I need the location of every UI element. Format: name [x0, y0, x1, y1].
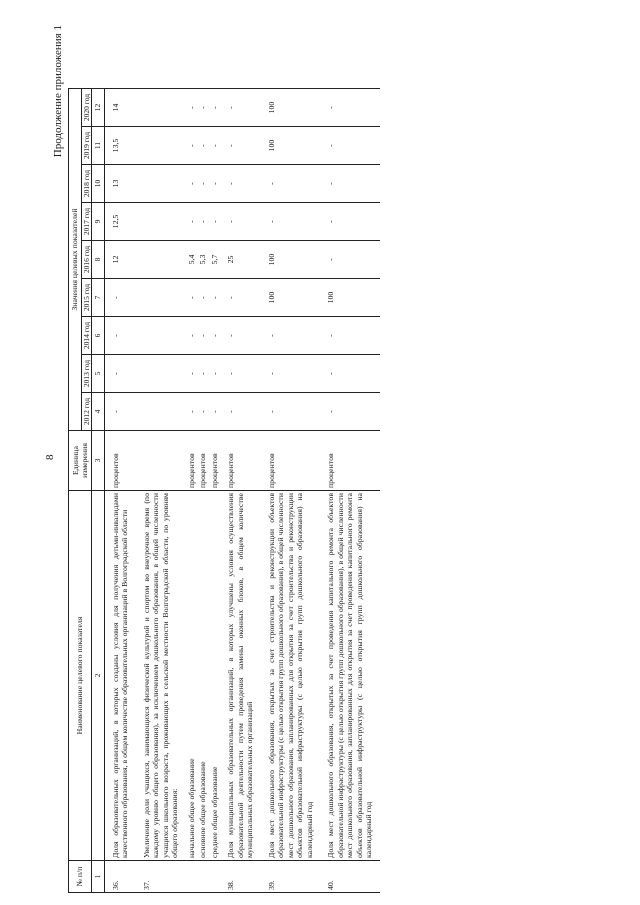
value-cell: 14	[104, 89, 136, 127]
value-cell: -	[186, 317, 198, 355]
value-cell: -	[197, 355, 209, 393]
value-cell: -	[320, 355, 380, 393]
value-cell: -	[220, 127, 261, 165]
value-cell	[136, 279, 186, 317]
value-cell: -	[220, 203, 261, 241]
indicator-unit: процентов	[197, 431, 209, 491]
value-cell: -	[197, 279, 209, 317]
row-number: 37.	[136, 861, 186, 893]
value-cell: 100	[261, 89, 321, 127]
header-unit: Единица измерения	[69, 431, 92, 491]
value-cell	[136, 127, 186, 165]
value-cell: -	[186, 393, 198, 431]
value-cell: -	[220, 165, 261, 203]
value-cell: -	[320, 89, 380, 127]
header-year: 2016 год	[81, 241, 92, 279]
value-cell: 12,5	[104, 203, 136, 241]
indicator-name: Доля образовательных организаций, в которых созданы условия для получения детьми-инвалидами качественного образования, в общем количестве образовательных организаций в Волгоградской области	[104, 491, 136, 861]
value-cell	[136, 165, 186, 203]
indicator-name: начальное общее образование	[186, 491, 198, 861]
value-cell: -	[261, 355, 321, 393]
table-row	[261, 89, 321, 893]
column-number: 7	[92, 279, 104, 317]
value-cell: -	[220, 279, 261, 317]
header-year: 2012 год	[81, 393, 92, 431]
indicator-name: Доля муниципальных образовательных организаций, в которых улучшены условия осуществления образовательной деятельности путем проведения замены оконных блоков, в общем количестве муниципальных образовательных организаций	[220, 491, 261, 861]
table-row	[186, 89, 198, 893]
value-cell: -	[261, 393, 321, 431]
value-cell: -	[220, 89, 261, 127]
indicator-name: Увеличение доли учащихся, занимающихся физической культурой и спортом во внеурочное время (по каждому уровню общего образования), за исключением дошкольного образования, в общей численности учащихся школьного возраста, проживающих в сельской местности Волгоградской области, по уровням общего образования:	[136, 491, 186, 861]
value-cell: -	[320, 203, 380, 241]
value-cell: -	[186, 165, 198, 203]
value-cell: -	[320, 393, 380, 431]
indicator-unit: процентов	[104, 431, 136, 491]
value-cell: 100	[320, 279, 380, 317]
value-cell: -	[209, 355, 221, 393]
indicator-unit: процентов	[320, 431, 380, 491]
row-number: 39.	[261, 861, 321, 893]
row-number: 40.	[320, 861, 380, 893]
value-cell	[136, 317, 186, 355]
value-cell	[136, 355, 186, 393]
header-name: Наименование целевого показателя	[69, 491, 92, 861]
indicator-unit: процентов	[220, 431, 261, 491]
row-number	[197, 861, 209, 893]
header-values-group: Значения целевых показателей	[69, 89, 82, 431]
row-number	[186, 861, 198, 893]
value-cell	[136, 203, 186, 241]
targets-table	[68, 88, 380, 893]
value-cell: 12	[104, 241, 136, 279]
header-num: № п/п	[69, 861, 92, 893]
value-cell: -	[220, 393, 261, 431]
value-cell	[136, 89, 186, 127]
column-number: 6	[92, 317, 104, 355]
value-cell: -	[261, 317, 321, 355]
value-cell: -	[220, 317, 261, 355]
table-row	[104, 89, 136, 893]
row-number: 38.	[220, 861, 261, 893]
indicator-unit: процентов	[209, 431, 221, 491]
value-cell: -	[209, 393, 221, 431]
value-cell: -	[197, 393, 209, 431]
value-cell: 5,7	[209, 241, 221, 279]
indicator-name: среднее общее образование	[209, 491, 221, 861]
header-year: 2018 год	[81, 165, 92, 203]
header-year: 2019 год	[81, 127, 92, 165]
continuation-label: Продолжение приложения 1	[52, 25, 64, 158]
table-row	[320, 89, 380, 893]
value-cell: -	[209, 203, 221, 241]
value-cell: -	[320, 127, 380, 165]
value-cell: -	[320, 241, 380, 279]
value-cell: -	[197, 203, 209, 241]
value-cell: -	[209, 317, 221, 355]
value-cell: -	[197, 127, 209, 165]
table-row	[136, 89, 186, 893]
value-cell: 100	[261, 241, 321, 279]
column-number: 8	[92, 241, 104, 279]
value-cell: -	[186, 89, 198, 127]
page-number: 8	[44, 454, 56, 460]
value-cell: -	[209, 89, 221, 127]
value-cell: 100	[261, 279, 321, 317]
value-cell: -	[104, 393, 136, 431]
header-year: 2020 год	[81, 89, 92, 127]
value-cell: -	[104, 279, 136, 317]
value-cell: -	[261, 203, 321, 241]
indicator-unit: процентов	[186, 431, 198, 491]
value-cell: -	[197, 165, 209, 203]
value-cell: 13	[104, 165, 136, 203]
column-number: 4	[92, 393, 104, 431]
table-row	[197, 89, 209, 893]
value-cell: 100	[261, 127, 321, 165]
column-number: 3	[92, 431, 104, 491]
value-cell: 5,3	[197, 241, 209, 279]
value-cell: -	[186, 279, 198, 317]
row-number: 36.	[104, 861, 136, 893]
header-year: 2017 год	[81, 203, 92, 241]
value-cell: -	[197, 317, 209, 355]
value-cell: -	[209, 165, 221, 203]
value-cell: -	[261, 165, 321, 203]
column-number: 11	[92, 127, 104, 165]
value-cell	[136, 393, 186, 431]
column-number: 10	[92, 165, 104, 203]
column-number: 2	[92, 491, 104, 861]
column-number: 1	[92, 861, 104, 893]
value-cell: -	[104, 317, 136, 355]
value-cell: -	[186, 355, 198, 393]
indicator-unit: процентов	[261, 431, 321, 491]
value-cell: 5,4	[186, 241, 198, 279]
indicator-unit	[136, 431, 186, 491]
value-cell: -	[320, 165, 380, 203]
value-cell: -	[320, 317, 380, 355]
indicator-name: Доля мест дошкольного образования, открытых за счет строительства и реконструкции объектов образовательной инфраструктуры (с целью открытия групп дошкольного образования), в общей численности мест дошкольного образования, запланированных для открытия за счет строительства и реконструкции объектов образовательной инфраструктуры (с целью открытия групп дошкольного образования) на календарный год	[261, 491, 321, 861]
value-cell: -	[209, 127, 221, 165]
value-cell: 13,5	[104, 127, 136, 165]
indicator-name: Доля мест дошкольного образования, открытых за счет проведения капитального ремонта объектов образовательной инфраструктуры (с целью открытия групп дошкольного образования), в общей численности мест дошкольного образования, запланированных для открытия за счет проведения капитального ремонта объектов образовательной инфраструктуры (с целью открытия групп дошкольного образования) на календарный год	[320, 491, 380, 861]
row-number	[209, 861, 221, 893]
indicator-name: основное общее образование	[197, 491, 209, 861]
value-cell: -	[209, 279, 221, 317]
header-year: 2013 год	[81, 355, 92, 393]
column-number: 5	[92, 355, 104, 393]
value-cell: -	[186, 203, 198, 241]
value-cell: -	[186, 127, 198, 165]
table-row	[220, 89, 261, 893]
value-cell: -	[220, 355, 261, 393]
column-number: 9	[92, 203, 104, 241]
value-cell: 25	[220, 241, 261, 279]
header-year: 2014 год	[81, 317, 92, 355]
table-row	[209, 89, 221, 893]
value-cell	[136, 241, 186, 279]
header-year: 2015 год	[81, 279, 92, 317]
value-cell: -	[197, 89, 209, 127]
value-cell: -	[104, 355, 136, 393]
column-number: 12	[92, 89, 104, 127]
